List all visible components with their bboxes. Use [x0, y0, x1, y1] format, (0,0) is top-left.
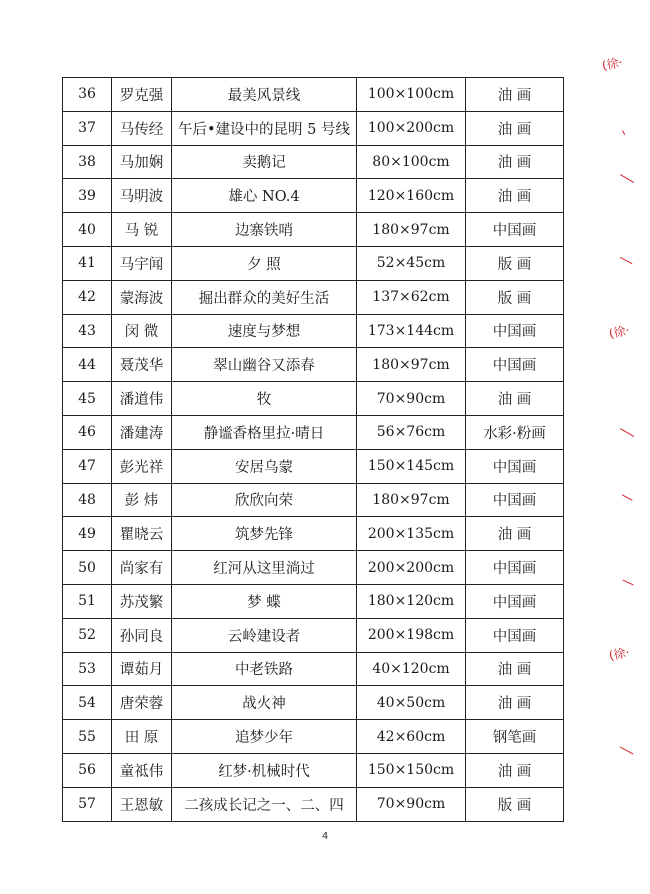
artwork-medium: 水彩·粉画 — [466, 415, 564, 449]
artwork-table — [62, 77, 564, 822]
entry-number: 38 — [63, 145, 112, 179]
artist-name: 瞿晓云 — [112, 517, 172, 551]
entry-number: 40 — [63, 213, 112, 247]
entry-number: 36 — [63, 78, 112, 112]
table-row — [63, 314, 564, 348]
artwork-medium: 油 画 — [466, 78, 564, 112]
artwork-medium: 油 画 — [466, 517, 564, 551]
artwork-size: 120×160cm — [357, 179, 466, 213]
artist-name: 潘建涛 — [112, 415, 172, 449]
artwork-medium: 油 画 — [466, 111, 564, 145]
entry-number: 47 — [63, 449, 112, 483]
artwork-medium: 中国画 — [466, 483, 564, 517]
artwork-size: 150×150cm — [357, 753, 466, 787]
entry-number: 52 — [63, 618, 112, 652]
table-row — [63, 280, 564, 314]
artwork-medium: 版 画 — [466, 787, 564, 821]
entry-number: 51 — [63, 584, 112, 618]
artwork-size: 180×97cm — [357, 213, 466, 247]
artwork-medium: 中国画 — [466, 449, 564, 483]
table-row — [63, 787, 564, 821]
table-row — [63, 179, 564, 213]
artwork-title: 红河从这里淌过 — [172, 551, 357, 585]
artwork-title: 夕 照 — [172, 246, 357, 280]
margin-tick-mark — [620, 174, 635, 183]
entry-number: 53 — [63, 652, 112, 686]
artwork-title: 静谧香格里拉·晴日 — [172, 415, 357, 449]
artwork-medium: 钢笔画 — [466, 720, 564, 754]
artist-name: 马加娴 — [112, 145, 172, 179]
artwork-title: 安居乌蒙 — [172, 449, 357, 483]
table-row — [63, 246, 564, 280]
artwork-size: 40×50cm — [357, 686, 466, 720]
artwork-size: 180×97cm — [357, 483, 466, 517]
entry-number: 43 — [63, 314, 112, 348]
table-row — [63, 517, 564, 551]
artist-name: 谭茹月 — [112, 652, 172, 686]
artist-name: 闵 微 — [112, 314, 172, 348]
table-row — [63, 449, 564, 483]
artwork-title: 梦 蝶 — [172, 584, 357, 618]
entry-number: 41 — [63, 246, 112, 280]
margin-tick-mark — [620, 747, 634, 755]
artwork-medium: 油 画 — [466, 179, 564, 213]
artwork-title: 战火神 — [172, 686, 357, 720]
margin-annotation: (徐· — [600, 55, 624, 73]
artist-name: 潘道伟 — [112, 382, 172, 416]
artist-name: 王恩敏 — [112, 787, 172, 821]
artwork-title: 卖鹅记 — [172, 145, 357, 179]
artwork-size: 70×90cm — [357, 382, 466, 416]
artwork-size: 70×90cm — [357, 787, 466, 821]
artwork-medium: 油 画 — [466, 686, 564, 720]
artwork-title: 追梦少年 — [172, 720, 357, 754]
table-row — [63, 720, 564, 754]
artwork-size: 52×45cm — [357, 246, 466, 280]
artwork-size: 100×200cm — [357, 111, 466, 145]
entry-number: 57 — [63, 787, 112, 821]
artist-name: 罗克强 — [112, 78, 172, 112]
margin-tick-mark — [622, 130, 626, 135]
artist-name: 马明波 — [112, 179, 172, 213]
artwork-medium: 中国画 — [466, 314, 564, 348]
entry-number: 39 — [63, 179, 112, 213]
table-row — [63, 415, 564, 449]
artist-name: 聂茂华 — [112, 348, 172, 382]
margin-annotation: (徐· — [607, 323, 631, 341]
entry-number: 50 — [63, 551, 112, 585]
artist-name: 苏茂繁 — [112, 584, 172, 618]
artwork-title: 午后•建设中的昆明 5 号线 — [172, 111, 357, 145]
artwork-size: 180×97cm — [357, 348, 466, 382]
table-row — [63, 551, 564, 585]
artwork-size: 180×120cm — [357, 584, 466, 618]
artist-name: 孙同良 — [112, 618, 172, 652]
margin-tick-mark — [621, 494, 632, 501]
artwork-title: 掘出群众的美好生活 — [172, 280, 357, 314]
artwork-size: 200×135cm — [357, 517, 466, 551]
artist-name: 彭 炜 — [112, 483, 172, 517]
artwork-size: 40×120cm — [357, 652, 466, 686]
artwork-medium: 油 画 — [466, 652, 564, 686]
artwork-medium: 中国画 — [466, 584, 564, 618]
artwork-medium: 油 画 — [466, 382, 564, 416]
table-row — [63, 348, 564, 382]
table-row — [63, 111, 564, 145]
artwork-table-body — [63, 78, 564, 822]
entry-number: 44 — [63, 348, 112, 382]
artwork-size: 42×60cm — [357, 720, 466, 754]
artwork-title: 边寨铁哨 — [172, 213, 357, 247]
artwork-size: 173×144cm — [357, 314, 466, 348]
artwork-size: 80×100cm — [357, 145, 466, 179]
entry-number: 48 — [63, 483, 112, 517]
artwork-medium: 中国画 — [466, 348, 564, 382]
artwork-title: 云岭建设者 — [172, 618, 357, 652]
margin-annotation: (徐· — [607, 645, 631, 663]
artwork-title: 二孩成长记之一、二、四 — [172, 787, 357, 821]
entry-number: 55 — [63, 720, 112, 754]
artwork-medium: 中国画 — [466, 618, 564, 652]
artwork-size: 200×200cm — [357, 551, 466, 585]
artwork-title: 牧 — [172, 382, 357, 416]
entry-number: 49 — [63, 517, 112, 551]
table-row — [63, 686, 564, 720]
artwork-title: 欣欣向荣 — [172, 483, 357, 517]
entry-number: 56 — [63, 753, 112, 787]
table-row — [63, 382, 564, 416]
artwork-medium: 中国画 — [466, 551, 564, 585]
artist-name: 彭光祥 — [112, 449, 172, 483]
artwork-medium: 油 画 — [466, 145, 564, 179]
table-row — [63, 652, 564, 686]
artwork-title: 翠山幽谷又添春 — [172, 348, 357, 382]
table-row — [63, 584, 564, 618]
artist-name: 尚家有 — [112, 551, 172, 585]
margin-tick-mark — [622, 580, 633, 586]
artwork-medium: 油 画 — [466, 753, 564, 787]
artwork-size: 200×198cm — [357, 618, 466, 652]
table-row — [63, 78, 564, 112]
artist-name: 童祗伟 — [112, 753, 172, 787]
artist-name: 马 锐 — [112, 213, 172, 247]
artist-name: 马宇闻 — [112, 246, 172, 280]
table-row — [63, 483, 564, 517]
artwork-title: 中老铁路 — [172, 652, 357, 686]
table-row — [63, 145, 564, 179]
margin-tick-mark — [620, 428, 635, 437]
artwork-size: 150×145cm — [357, 449, 466, 483]
entry-number: 45 — [63, 382, 112, 416]
page-number: 4 — [321, 831, 329, 842]
artist-name: 蒙海波 — [112, 280, 172, 314]
artwork-medium: 版 画 — [466, 246, 564, 280]
artist-name: 唐荣蓉 — [112, 686, 172, 720]
artwork-title: 最美风景线 — [172, 78, 357, 112]
entry-number: 54 — [63, 686, 112, 720]
artwork-medium: 版 画 — [466, 280, 564, 314]
artwork-title: 筑梦先锋 — [172, 517, 357, 551]
artwork-medium: 中国画 — [466, 213, 564, 247]
entry-number: 46 — [63, 415, 112, 449]
table-row — [63, 213, 564, 247]
artwork-title: 速度与梦想 — [172, 314, 357, 348]
artwork-title: 红梦·机械时代 — [172, 753, 357, 787]
table-row — [63, 618, 564, 652]
artwork-size: 56×76cm — [357, 415, 466, 449]
artwork-size: 100×100cm — [357, 78, 466, 112]
artwork-title: 雄心 NO.4 — [172, 179, 357, 213]
artist-name: 田 原 — [112, 720, 172, 754]
artwork-size: 137×62cm — [357, 280, 466, 314]
table-row — [63, 753, 564, 787]
margin-tick-mark — [619, 257, 632, 265]
entry-number: 42 — [63, 280, 112, 314]
entry-number: 37 — [63, 111, 112, 145]
artist-name: 马传经 — [112, 111, 172, 145]
